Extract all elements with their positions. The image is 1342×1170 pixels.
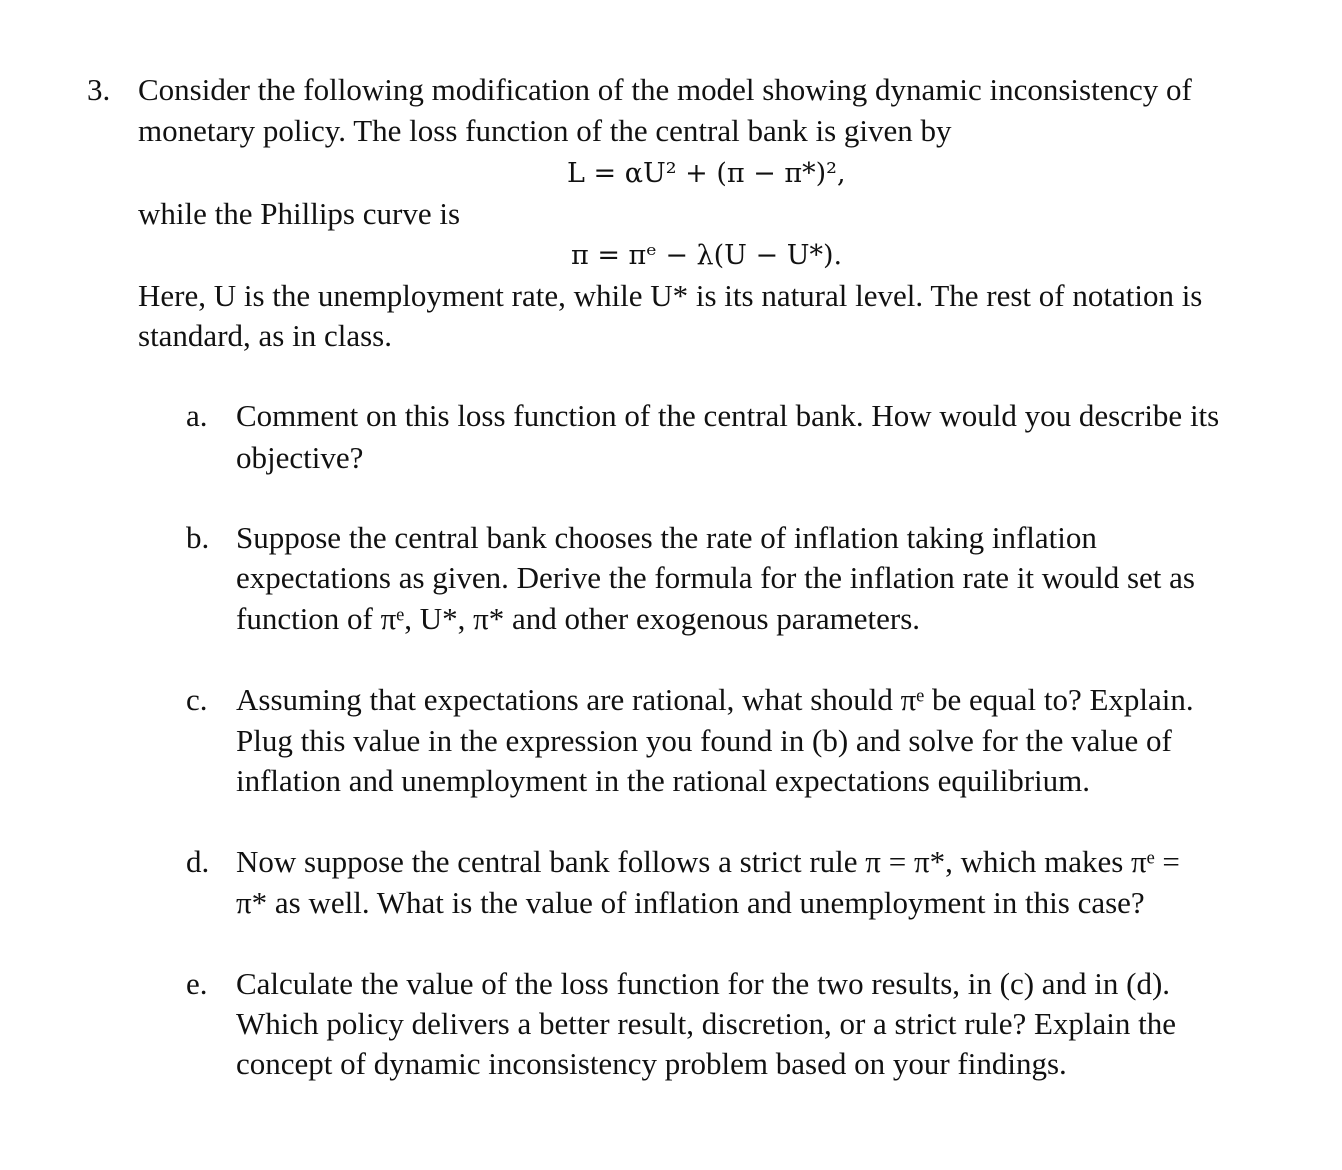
notation-line-2: standard, as in class. — [138, 318, 392, 353]
part-d-letter: d. — [186, 844, 210, 879]
question-intro-line-1: Consider the following modification of the model showing dynamic inconsistency of — [138, 72, 1192, 107]
part-a-line-2: objective? — [236, 440, 364, 475]
part-e-line-2: Which policy delivers a better result, discretion, or a strict rule? Explain the — [236, 1006, 1177, 1041]
loss-function-equation: L = αU² + (π − π*)², — [567, 158, 846, 189]
part-c-line-3: inflation and unemployment in the rational expectations equilibrium. — [236, 763, 1091, 798]
part-e-letter: e. — [186, 966, 208, 1001]
part-c-line-2: Plug this value in the expression you found in (b) and solve for the value of — [236, 723, 1172, 758]
part-c-letter: c. — [186, 682, 208, 717]
question-intro-line-2: monetary policy. The loss function of the central bank is given by — [138, 113, 952, 148]
part-a-letter: a. — [186, 398, 208, 433]
part-d-line-2: π* as well. What is the value of inflation and unemployment in this case? — [236, 885, 1145, 920]
phillips-curve-equation: π = πᵉ − λ(U − U*). — [571, 240, 843, 271]
part-b-line-3: function of πᵉ, U*, π* and other exogenous parameters. — [236, 601, 921, 636]
notation-line-1: Here, U is the unemployment rate, while U* is its natural level. The rest of notation is — [138, 278, 1203, 313]
part-b-line-1: Suppose the central bank chooses the rate of inflation taking inflation — [236, 520, 1097, 555]
part-b-line-2: expectations as given. Derive the formula for the inflation rate it would set as — [236, 560, 1195, 595]
part-b-letter: b. — [186, 520, 210, 555]
part-a-line-1: Comment on this loss function of the central bank. How would you describe its — [236, 398, 1220, 433]
phillips-intro: while the Phillips curve is — [138, 196, 461, 231]
question-number: 3. — [87, 72, 111, 107]
part-e-line-1: Calculate the value of the loss function for the two results, in (c) and in (d). — [236, 966, 1171, 1001]
part-c-line-1: Assuming that expectations are rational, what should πᵉ be equal to? Explain. — [236, 682, 1194, 717]
part-e-line-3: concept of dynamic inconsistency problem based on your findings. — [236, 1046, 1067, 1081]
part-d-line-1: Now suppose the central bank follows a strict rule π = π*, which makes πᵉ = — [236, 844, 1180, 879]
